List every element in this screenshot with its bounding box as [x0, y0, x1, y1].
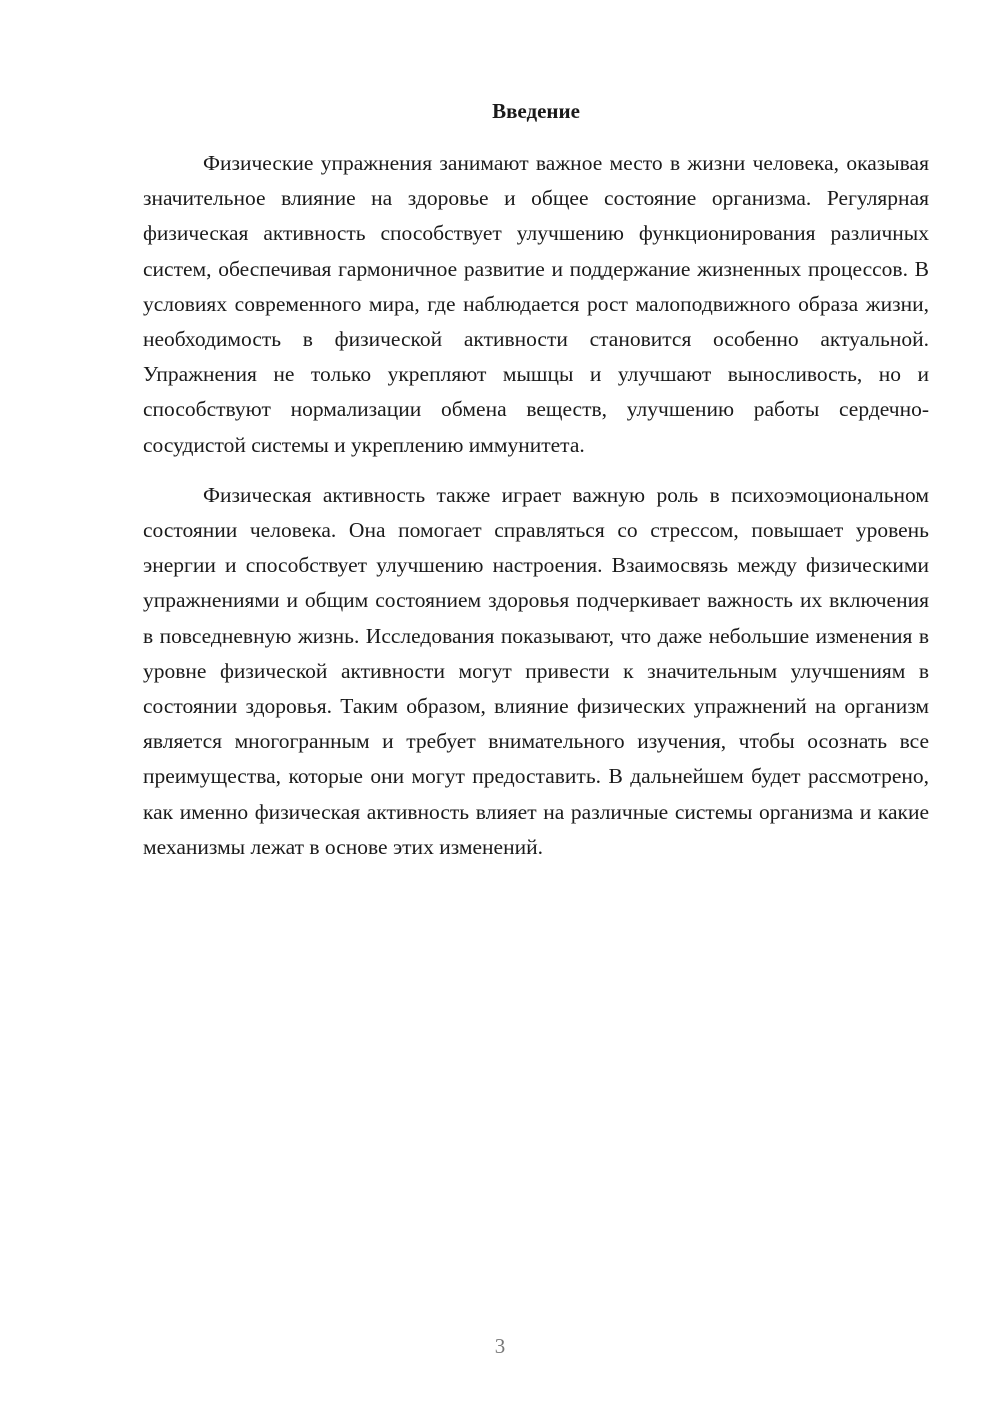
section-heading: Введение	[492, 99, 580, 123]
body-text	[143, 146, 929, 865]
paragraph-1: Физические упражнения занимают важное место в жизни человека, оказывая значительное влияние на здоровье и общее состояние организма. Регулярная физическая активность способствует улучшению функционирования различных систем, обеспечивая гармоничное развитие и поддержание жизненных процессов. В условиях современного мира, где наблюдается рост малоподвижного образа жизни, необходимость в физической активности становится особенно актуальной. Упражнения не только укрепляют мышцы и улучшают выносливость, но и способствуют нормализации обмена веществ, улучшению работы сердечно-сосудистой системы и укреплению иммунитета.	[143, 151, 929, 457]
paragraph-2: Физическая активность также играет важную роль в психоэмоциональном состоянии человека. Она помогает справляться со стрессом, повышает уровень энергии и способствует улучшению настроения. Взаимосвязь между физическими упражнениями и общим состоянием здоровья подчеркивает важность их включения в повседневную жизнь. Исследования показывают, что даже небольшие изменения в уровне физической активности могут привести к значительным улучшениям в состоянии здоровья. Таким образом, влияние физических упражнений на организм является многогранным и требует внимательного изучения, чтобы осознать все преимущества, которые они могут предоставить. В дальнейшем будет рассмотрено, как именно физическая активность влияет на различные системы организма и какие механизмы лежат в основе этих изменений.	[143, 482, 929, 859]
page-number: 3	[494, 1334, 506, 1358]
